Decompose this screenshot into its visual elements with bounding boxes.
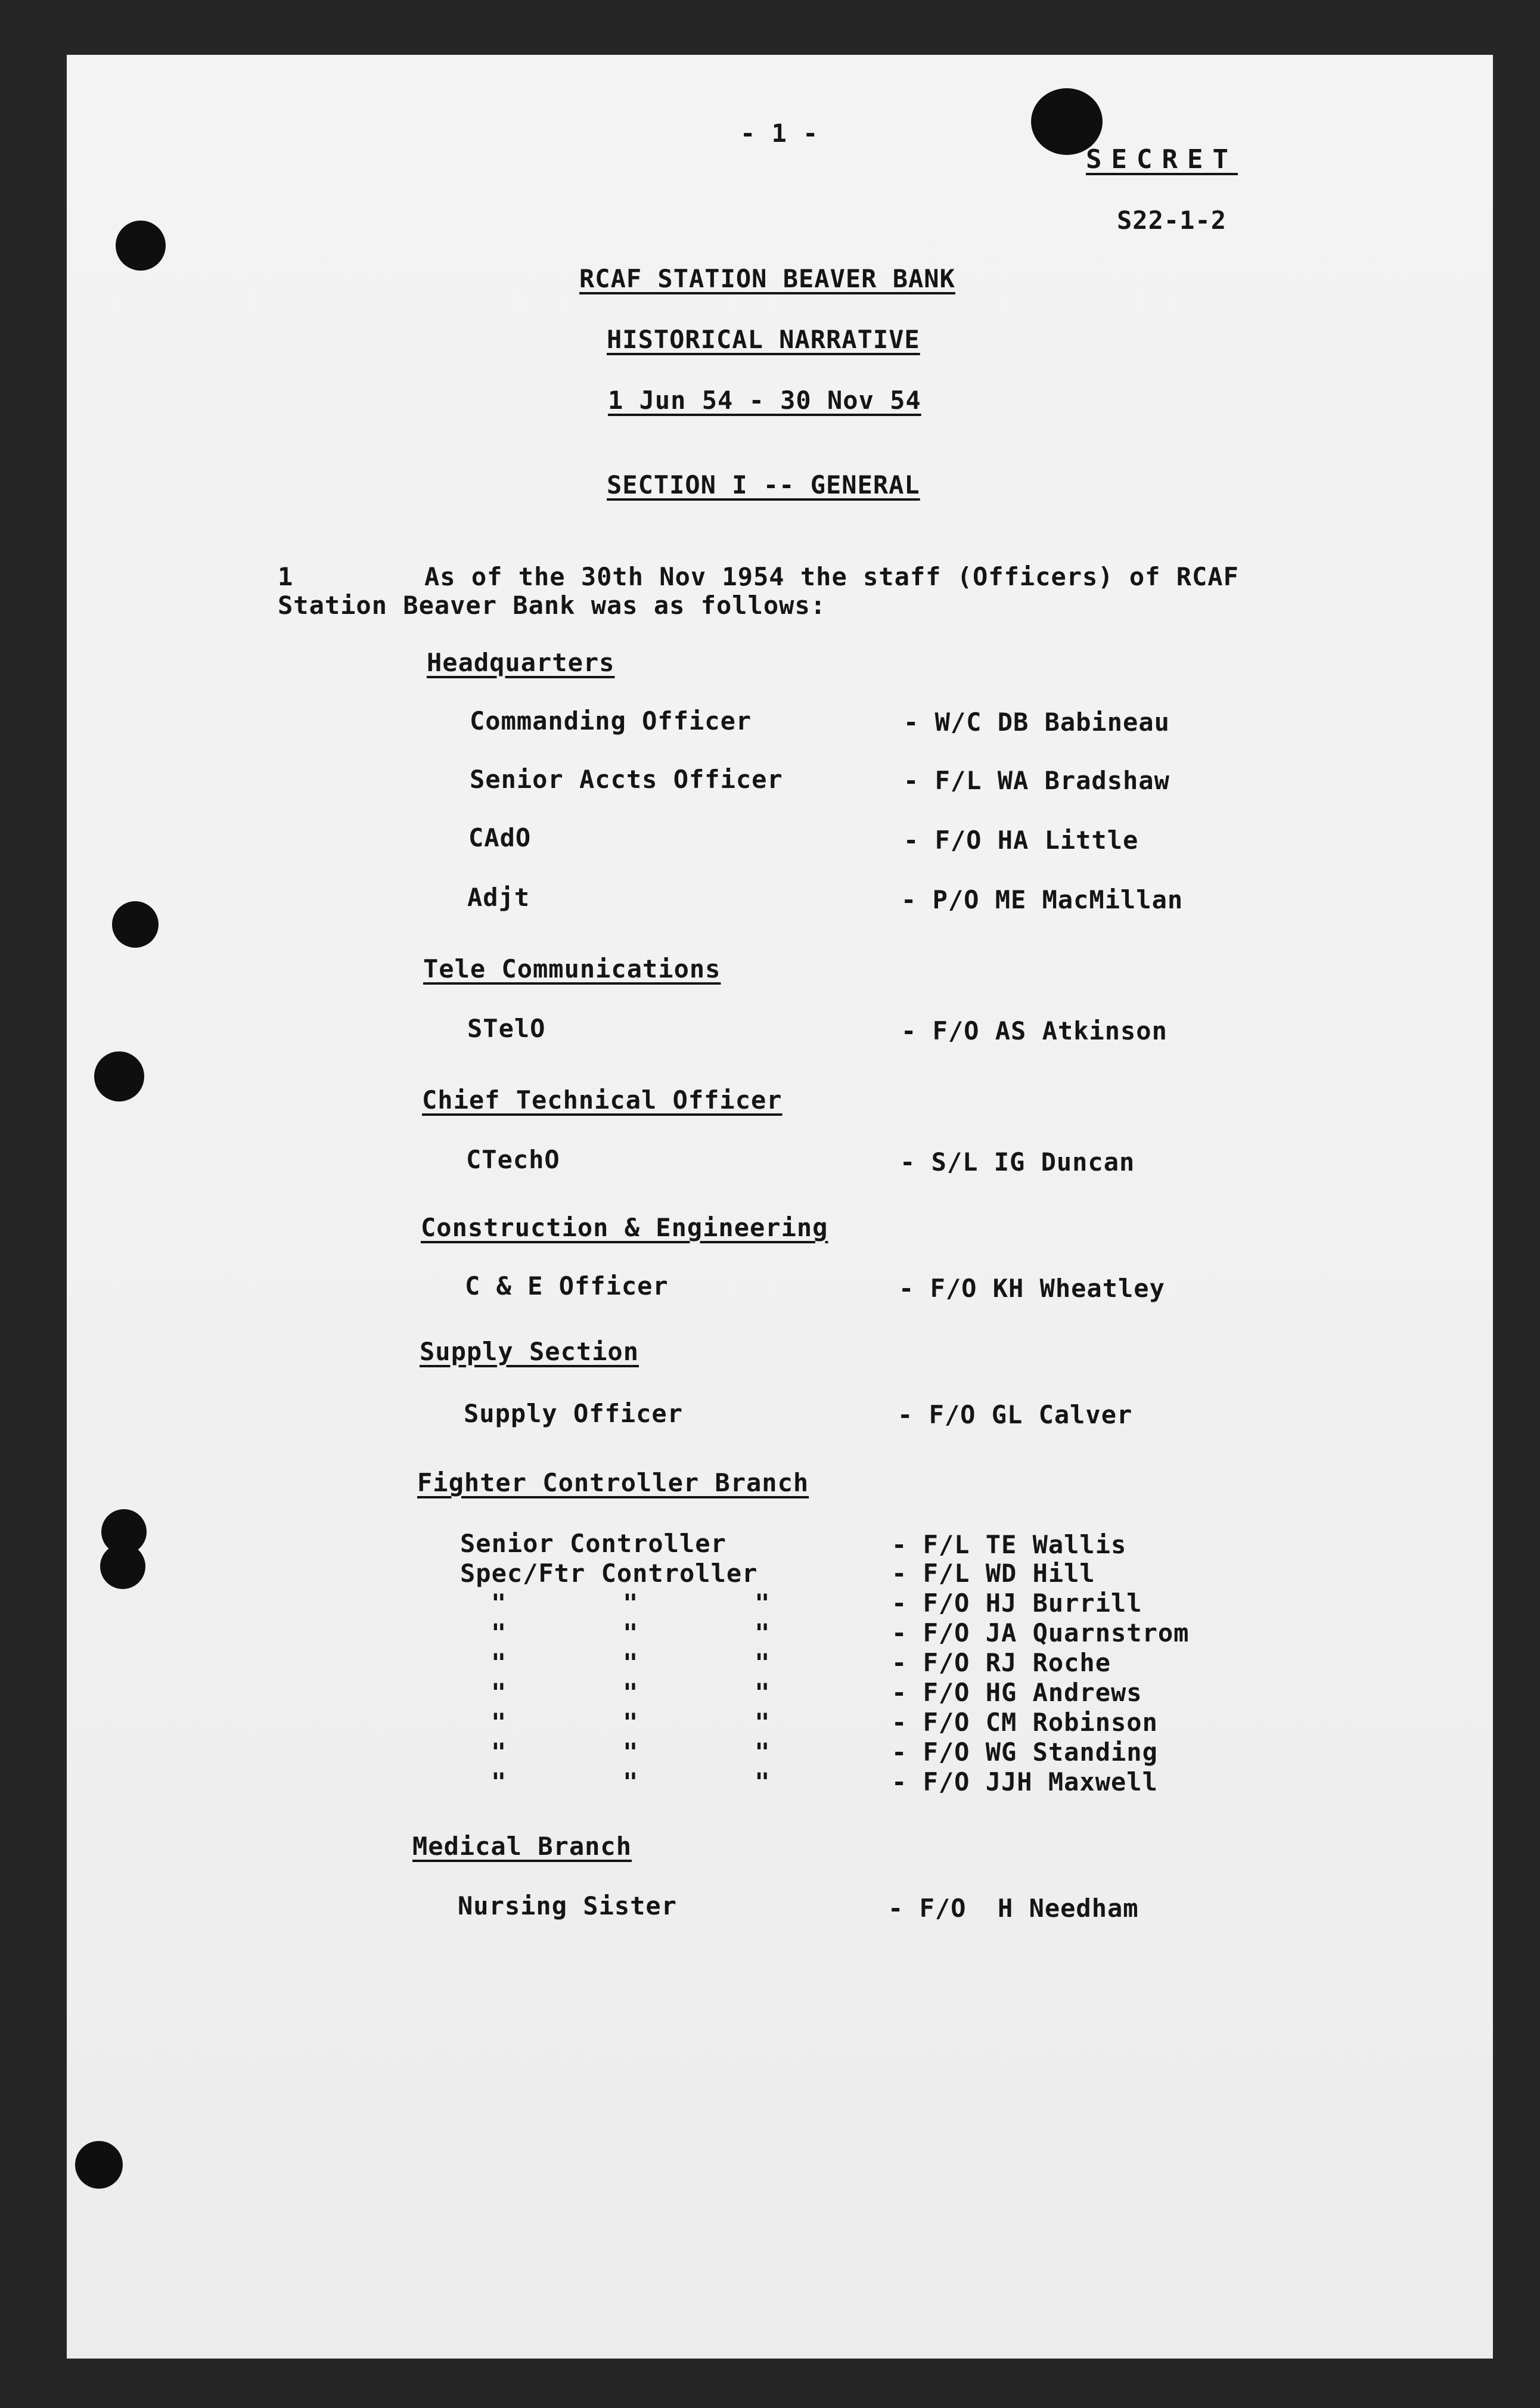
ditto-marks: " " " (491, 1737, 788, 1767)
section-heading: Tele Communications (423, 954, 721, 983)
role-label: Nursing Sister (458, 1891, 678, 1920)
narrative-title: HISTORICAL NARRATIVE (607, 325, 920, 354)
page-number: - 1 - (740, 119, 819, 148)
role-label: Senior Accts Officer (470, 765, 783, 794)
role-label: Commanding Officer (470, 706, 752, 736)
officer-name: - F/O HG Andrews (892, 1678, 1142, 1707)
officer-name: - P/O ME MacMillan (901, 885, 1184, 914)
classification-label: SECRET (1086, 144, 1238, 175)
section-heading: Headquarters (427, 648, 615, 677)
officer-name: - F/L WA Bradshaw (903, 766, 1170, 795)
ditto-marks: " " " (491, 1588, 788, 1618)
officer-name: - F/O JA Quarnstrom (892, 1618, 1190, 1647)
section-heading: Medical Branch (412, 1832, 632, 1861)
officer-name: - F/O HJ Burrill (892, 1588, 1142, 1618)
role-label: CAdO (468, 823, 532, 852)
section-heading: Construction & Engineering (421, 1213, 828, 1242)
role-label: STelO (467, 1014, 546, 1043)
officer-name: - F/L TE Wallis (892, 1530, 1127, 1559)
section-heading: Chief Technical Officer (422, 1085, 783, 1115)
role-label: Senior Controller (460, 1529, 726, 1558)
section-title: SECTION I -- GENERAL (607, 470, 920, 499)
officer-name: - F/O WG Standing (892, 1737, 1158, 1767)
paragraph-number: 1 (278, 562, 294, 591)
officer-name: - F/O RJ Roche (892, 1648, 1111, 1677)
station-title: RCAF STATION BEAVER BANK (579, 264, 955, 293)
officer-name: - F/O H Needham (888, 1894, 1139, 1923)
officer-name: - F/O GL Calver (898, 1400, 1133, 1429)
section-heading: Fighter Controller Branch (417, 1468, 809, 1497)
punch-hole (116, 221, 166, 271)
section-heading: Supply Section (420, 1337, 639, 1366)
ditto-marks: " " " (491, 1648, 788, 1677)
ditto-marks: " " " (491, 1708, 788, 1737)
officer-name: - F/O KH Wheatley (899, 1274, 1165, 1303)
officer-name: - W/C DB Babineau (903, 707, 1170, 737)
punch-hole (112, 901, 159, 948)
role-label: Spec/Ftr Controller (460, 1559, 758, 1588)
officer-name: - F/O HA Little (903, 826, 1139, 855)
officer-name: - F/L WD Hill (892, 1559, 1095, 1588)
officer-name: - F/O CM Robinson (892, 1708, 1158, 1737)
intro-line-2: Station Beaver Bank was as follows: (278, 591, 827, 620)
intro-line-1: As of the 30th Nov 1954 the staff (Officers) of RCAF (424, 562, 1239, 591)
officer-name: - F/O JJH Maxwell (892, 1767, 1158, 1796)
file-reference: S22-1-2 (1117, 206, 1227, 235)
role-label: C & E Officer (465, 1271, 669, 1301)
ditto-marks: " " " (491, 1767, 788, 1796)
punch-hole (75, 2141, 123, 2189)
role-label: Adjt (467, 883, 530, 912)
ditto-marks: " " " (491, 1678, 788, 1707)
punch-hole (94, 1051, 144, 1101)
punch-hole (100, 1544, 145, 1589)
document-page (67, 55, 1493, 2359)
ditto-marks: " " " (491, 1618, 788, 1647)
period-title: 1 Jun 54 - 30 Nov 54 (608, 386, 921, 415)
officer-name: - S/L IG Duncan (900, 1147, 1135, 1177)
officer-name: - F/O AS Atkinson (901, 1016, 1168, 1045)
role-label: CTechO (466, 1145, 560, 1174)
role-label: Supply Officer (464, 1399, 684, 1428)
